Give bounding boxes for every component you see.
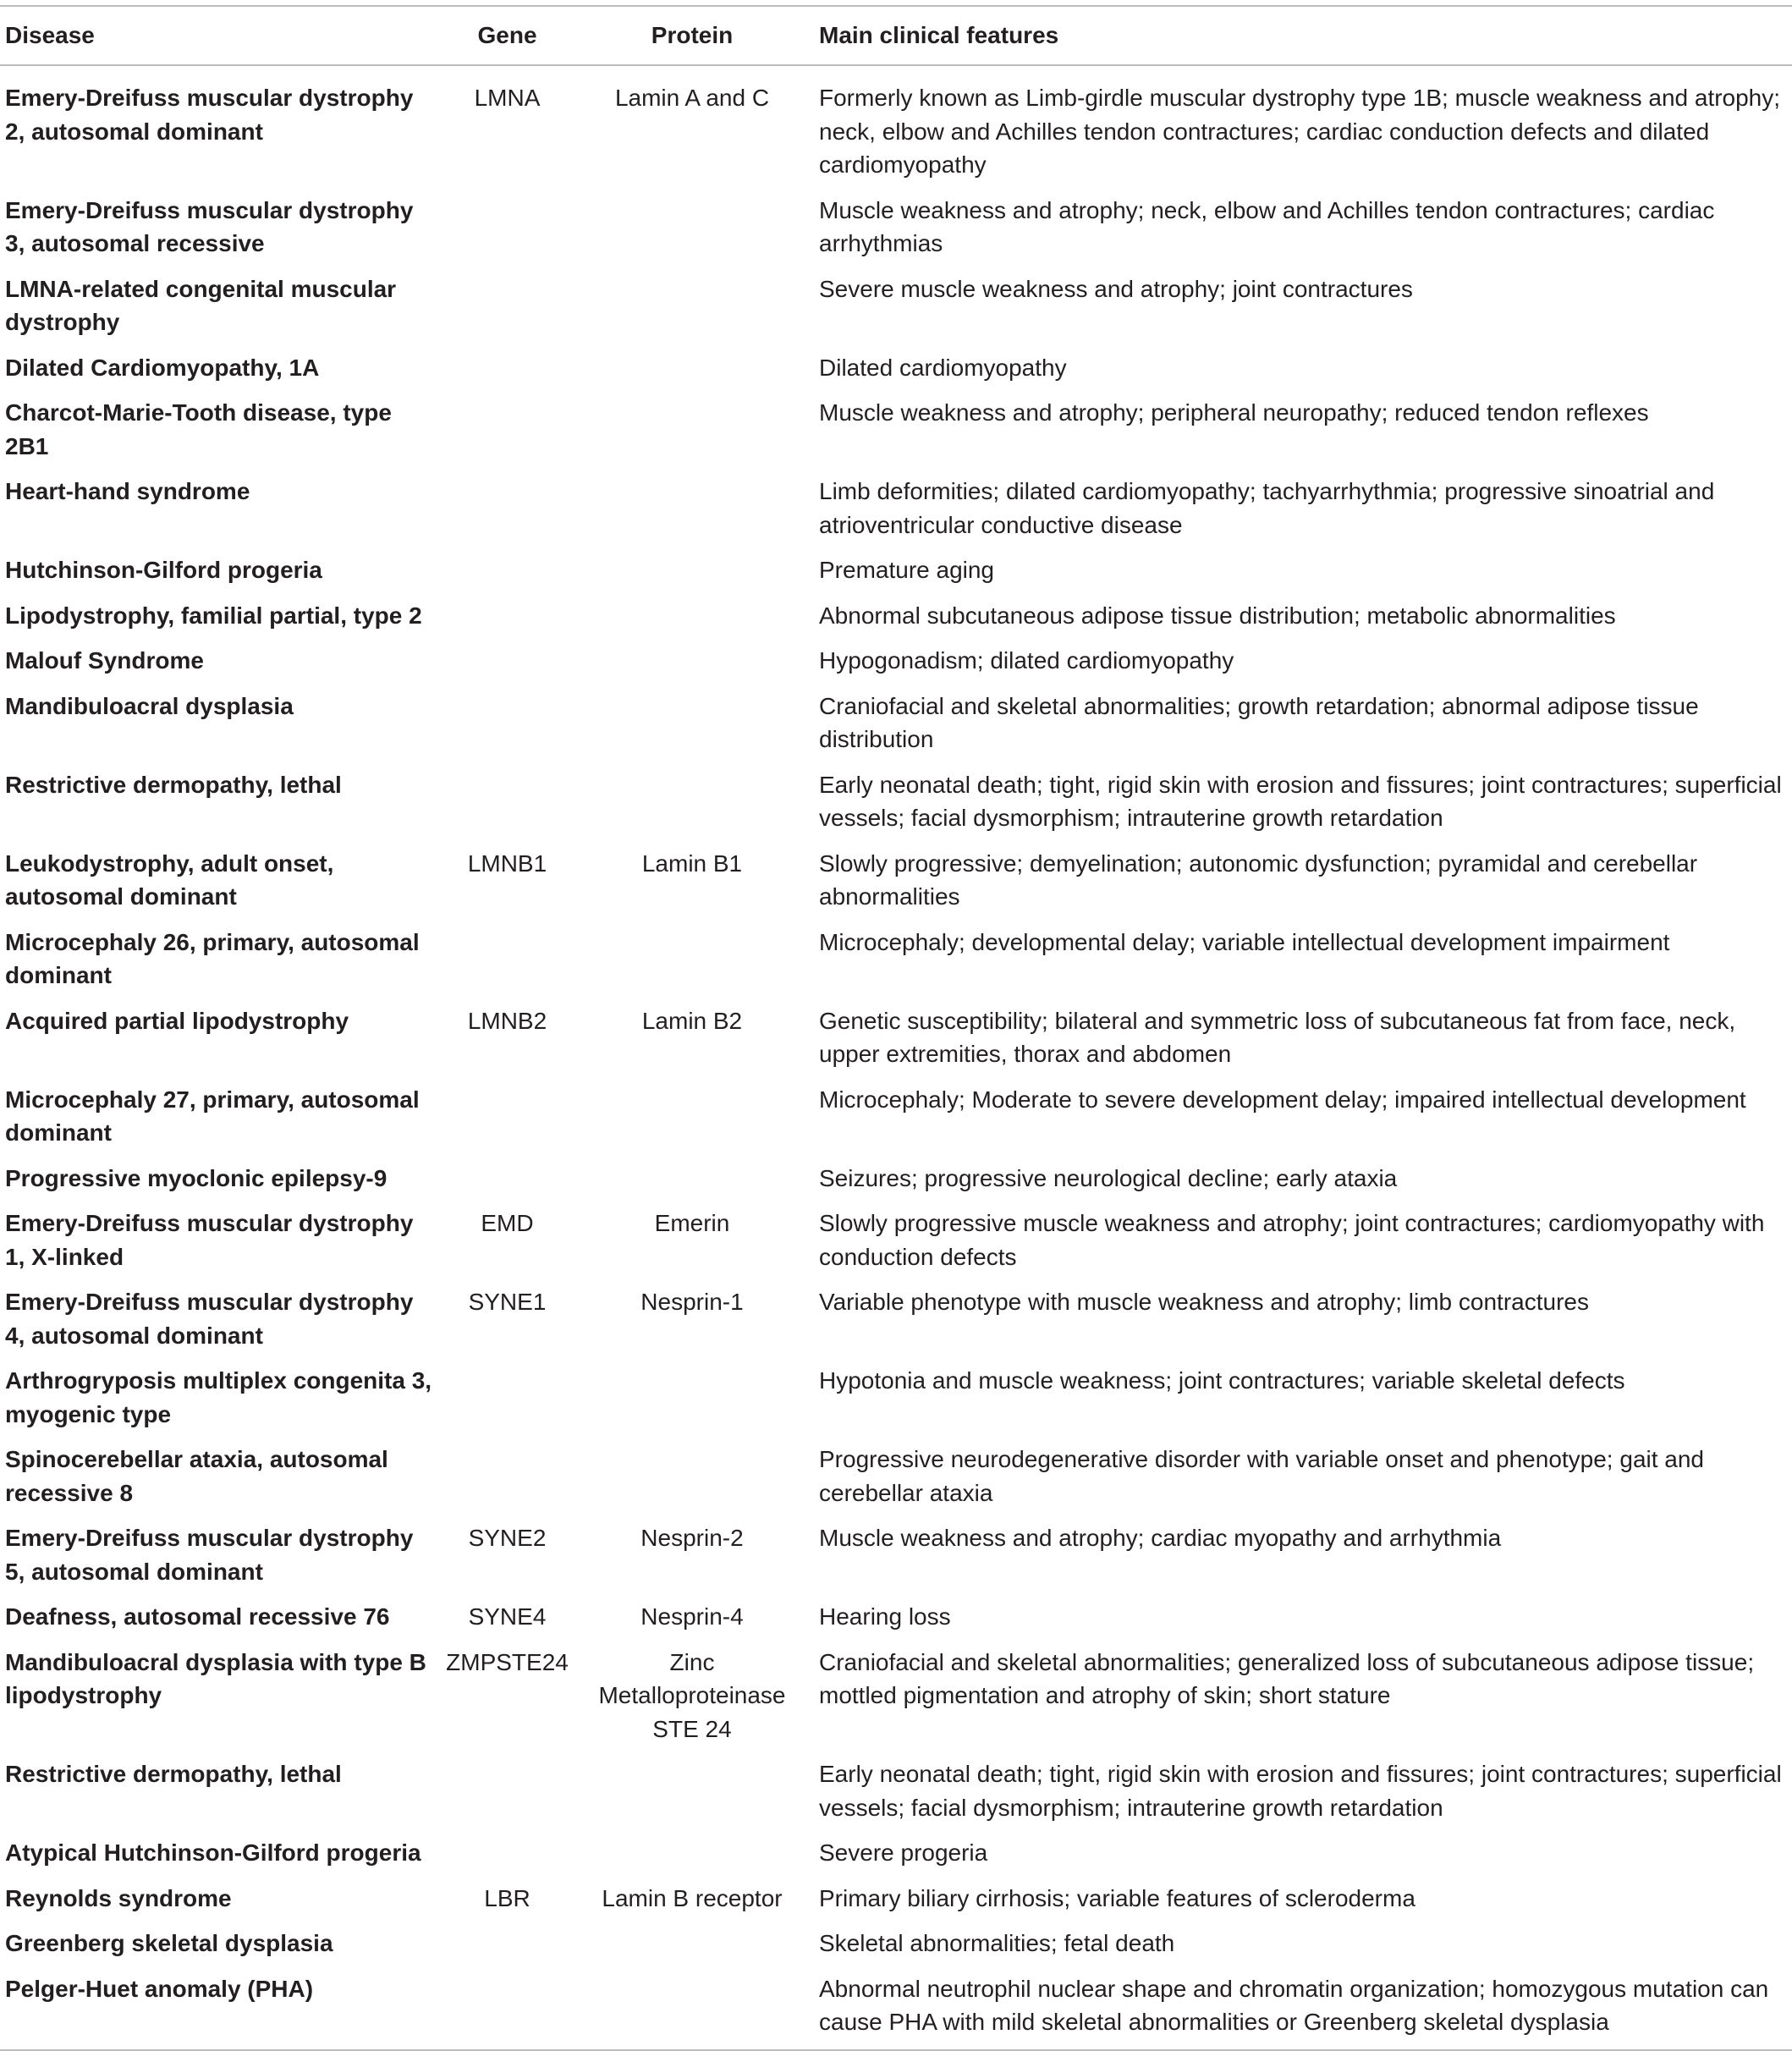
table-row — [0, 762, 1792, 841]
disease-cell: Greenberg skeletal dysplasia — [5, 1930, 333, 1956]
table-row — [0, 1156, 1792, 1201]
disease-cell: Emery-Dreifuss muscular dystrophy 5, autosomal dominant — [5, 1525, 414, 1585]
table-row — [0, 65, 1792, 188]
gene-cell — [437, 1751, 577, 1830]
table-row — [0, 188, 1792, 267]
features-cell: Muscle weakness and atrophy; peripheral neuropathy; reduced tendon reflexes — [819, 399, 1649, 426]
features-cell: Abnormal neutrophil nuclear shape and chromatin organization; homozygous mutation can cause PHA with mild skeletal abnormalities or Greenberg skeletal dysplasia — [807, 1966, 1792, 2050]
disease-cell: Progressive myoclonic epilepsy-9 — [5, 1164, 388, 1191]
features-cell: Variable phenotype with muscle weakness and atrophy; limb contractures — [819, 1289, 1589, 1315]
gene-cell — [437, 188, 577, 267]
disease-cell: Spinocerebellar ataxia, autosomal recessive 8 — [5, 1446, 388, 1506]
features-cell: Formerly known as Limb-girdle muscular dystrophy type 1B; muscle weakness and atrophy; neck, elbow and Achilles tendon contractures; cardiac conduction defects and dilated cardiomyopathy — [819, 85, 1781, 178]
protein-cell — [577, 1077, 807, 1156]
table-row — [0, 1201, 1792, 1279]
gene-cell: LMNA — [474, 85, 541, 111]
protein-cell — [577, 469, 807, 547]
protein-cell — [577, 390, 807, 469]
features-cell: Hypogonadism; dilated cardiomyopathy — [819, 647, 1234, 674]
table-row — [0, 1966, 1792, 2050]
gene-cell — [437, 1437, 577, 1515]
disease-table — [0, 5, 1792, 2051]
table-body — [0, 65, 1792, 2050]
features-cell: Muscle weakness and atrophy; cardiac myopathy and arrhythmia — [819, 1525, 1502, 1551]
disease-cell: Deafness, autosomal recessive 76 — [5, 1603, 390, 1630]
table-row — [0, 1077, 1792, 1156]
protein-cell — [577, 684, 807, 762]
protein-cell — [577, 1751, 807, 1830]
header-gene: Gene — [437, 6, 577, 65]
features-cell: Premature aging — [819, 557, 995, 583]
features-cell: Craniofacial and skeletal abnormalities; growth retardation; abnormal adipose tissue distribution — [819, 692, 1699, 752]
header-disease: Disease — [0, 6, 437, 65]
protein-cell — [577, 593, 807, 639]
table-row — [0, 1594, 1792, 1640]
disease-cell: Heart-hand syndrome — [5, 478, 250, 504]
table-row — [0, 593, 1792, 639]
table-row — [0, 390, 1792, 469]
table-row — [0, 638, 1792, 684]
table-row — [0, 1876, 1792, 1922]
gene-cell: LMNB2 — [467, 1007, 547, 1034]
gene-cell: SYNE4 — [468, 1603, 547, 1630]
header-protein: Protein — [577, 6, 807, 65]
gene-cell: SYNE2 — [468, 1525, 547, 1551]
disease-cell: Emery-Dreifuss muscular dystrophy 1, X-linked — [5, 1210, 414, 1270]
table-row — [0, 1279, 1792, 1358]
features-cell: Progressive neurodegenerative disorder with variable onset and phenotype; gait and cerebellar ataxia — [819, 1446, 1705, 1506]
table-row — [0, 1921, 1792, 1966]
gene-cell — [437, 1156, 577, 1201]
disease-cell: Atypical Hutchinson-Gilford progeria — [5, 1839, 421, 1866]
disease-cell: Arthrogryposis multiplex congenita 3, myogenic type — [5, 1367, 432, 1427]
gene-cell: LBR — [484, 1884, 530, 1911]
gene-cell — [437, 547, 577, 593]
features-cell: Hearing loss — [819, 1603, 951, 1630]
table-header — [0, 6, 1792, 65]
gene-cell — [437, 593, 577, 639]
features-cell: Muscle weakness and atrophy; neck, elbow and Achilles tendon contractures; cardiac arrhythmias — [819, 196, 1715, 256]
gene-cell — [437, 1077, 577, 1156]
protein-cell — [577, 920, 807, 998]
disease-cell: Mandibuloacral dysplasia with type B lipodystrophy — [5, 1648, 426, 1708]
features-cell: Craniofacial and skeletal abnormalities; generalized loss of subcutaneous adipose tissue; mottled pigmentation and atrophy of skin; short stature — [819, 1648, 1755, 1708]
gene-cell: ZMPSTE24 — [446, 1648, 569, 1675]
protein-cell — [577, 1921, 807, 1966]
header-features: Main clinical features — [807, 6, 1792, 65]
features-cell: Skeletal abnormalities; fetal death — [819, 1930, 1175, 1956]
header-row — [0, 6, 1792, 65]
gene-cell — [437, 920, 577, 998]
features-cell: Seizures; progressive neurological decline; early ataxia — [819, 1164, 1398, 1191]
disease-cell: Charcot-Marie-Tooth disease, type 2B1 — [5, 399, 392, 459]
disease-cell: Leukodystrophy, adult onset, autosomal dominant — [5, 850, 334, 910]
table-row — [0, 1437, 1792, 1515]
disease-cell: Emery-Dreifuss muscular dystrophy 2, autosomal dominant — [5, 85, 414, 145]
disease-cell: Microcephaly 27, primary, autosomal dominant — [5, 1086, 420, 1146]
disease-cell: Reynolds syndrome — [5, 1884, 232, 1911]
disease-cell: Acquired partial lipodystrophy — [5, 1007, 349, 1034]
protein-cell: Lamin A and C — [614, 85, 770, 111]
disease-cell: Hutchinson-Gilford progeria — [5, 557, 322, 583]
gene-cell: SYNE1 — [468, 1289, 547, 1315]
gene-cell — [437, 638, 577, 684]
features-cell: Hypotonia and muscle weakness; joint contractures; variable skeletal defects — [819, 1367, 1625, 1394]
features-cell: Severe progeria — [819, 1839, 988, 1866]
gene-cell — [437, 1966, 577, 2050]
features-cell: Microcephaly; Moderate to severe development delay; impaired intellectual development — [819, 1086, 1746, 1113]
protein-cell: Zinc Metalloproteinase STE 24 — [598, 1648, 786, 1742]
features-cell: Early neonatal death; tight, rigid skin with erosion and fissures; joint contractures; superficial vessels; facial dysmorphism; intrauterine growth retardation — [819, 771, 1782, 831]
features-cell: Early neonatal death; tight, rigid skin with erosion and fissures; joint contractures; superficial vessels; facial dysmorphism; intrauterine growth retardation — [819, 1761, 1782, 1821]
table-row — [0, 1751, 1792, 1830]
table-row — [0, 1358, 1792, 1437]
protein-cell: Emerin — [654, 1210, 730, 1236]
gene-cell — [437, 469, 577, 547]
protein-cell — [577, 547, 807, 593]
table-row — [0, 841, 1792, 920]
gene-cell — [437, 390, 577, 469]
gene-cell: EMD — [481, 1210, 534, 1236]
features-cell: Slowly progressive; demyelination; autonomic dysfunction; pyramidal and cerebellar abnormalities — [819, 850, 1698, 910]
protein-cell — [577, 762, 807, 841]
table-row — [0, 920, 1792, 998]
disease-cell: Emery-Dreifuss muscular dystrophy 3, autosomal recessive — [5, 196, 414, 256]
features-cell: Dilated cardiomyopathy — [819, 354, 1067, 381]
table-row — [0, 1640, 1792, 1752]
disease-cell: Malouf Syndrome — [5, 647, 204, 674]
disease-cell: LMNA-related congenital muscular dystrophy — [5, 275, 397, 335]
protein-cell — [577, 1156, 807, 1201]
protein-cell: Nesprin-1 — [640, 1289, 744, 1315]
table-row — [0, 1830, 1792, 1876]
disease-cell: Restrictive dermopathy, lethal — [5, 771, 342, 798]
gene-cell — [437, 762, 577, 841]
gene-cell — [437, 345, 577, 391]
disease-cell: Pelger-Huet anomaly (PHA) — [0, 1966, 437, 2050]
gene-cell — [437, 1921, 577, 1966]
table-row — [0, 267, 1792, 345]
features-cell: Genetic susceptibility; bilateral and symmetric loss of subcutaneous fat from face, neck, upper extremities, thorax and abdomen — [819, 1007, 1736, 1067]
protein-cell — [577, 1358, 807, 1437]
protein-cell — [577, 638, 807, 684]
disease-cell: Microcephaly 26, primary, autosomal dominant — [5, 928, 420, 988]
protein-cell: Nesprin-4 — [640, 1603, 744, 1630]
table-row — [0, 684, 1792, 762]
protein-cell: Lamin B receptor — [602, 1884, 783, 1911]
protein-cell — [577, 1437, 807, 1515]
gene-cell — [437, 1830, 577, 1876]
features-cell: Slowly progressive muscle weakness and atrophy; joint contractures; cardiomyopathy with conduction defects — [819, 1210, 1765, 1270]
protein-cell — [577, 345, 807, 391]
table-row — [0, 345, 1792, 391]
features-cell: Primary biliary cirrhosis; variable features of scleroderma — [819, 1884, 1415, 1911]
disease-cell: Restrictive dermopathy, lethal — [5, 1761, 342, 1787]
features-cell: Limb deformities; dilated cardiomyopathy; tachyarrhythmia; progressive sinoatrial and atrioventricular conductive disease — [819, 478, 1715, 538]
protein-cell: Lamin B2 — [641, 1007, 743, 1034]
gene-cell — [437, 684, 577, 762]
protein-cell — [577, 1966, 807, 2050]
features-cell: Severe muscle weakness and atrophy; joint contractures — [819, 275, 1413, 302]
table-row — [0, 547, 1792, 593]
disease-cell: Mandibuloacral dysplasia — [5, 692, 294, 719]
protein-cell — [577, 188, 807, 267]
gene-cell — [437, 267, 577, 345]
gene-cell — [437, 1358, 577, 1437]
disease-cell: Emery-Dreifuss muscular dystrophy 4, autosomal dominant — [5, 1289, 414, 1349]
protein-cell — [577, 267, 807, 345]
gene-cell: LMNB1 — [467, 850, 547, 877]
features-cell: Microcephaly; developmental delay; variable intellectual development impairment — [819, 928, 1670, 955]
table-row — [0, 1515, 1792, 1594]
protein-cell: Nesprin-2 — [640, 1525, 744, 1551]
table-row — [0, 998, 1792, 1077]
disease-cell: Lipodystrophy, familial partial, type 2 — [5, 602, 422, 629]
disease-cell: Dilated Cardiomyopathy, 1A — [5, 354, 320, 381]
protein-cell — [577, 1830, 807, 1876]
features-cell: Abnormal subcutaneous adipose tissue distribution; metabolic abnormalities — [819, 602, 1616, 629]
table-row — [0, 469, 1792, 547]
protein-cell: Lamin B1 — [641, 850, 743, 877]
